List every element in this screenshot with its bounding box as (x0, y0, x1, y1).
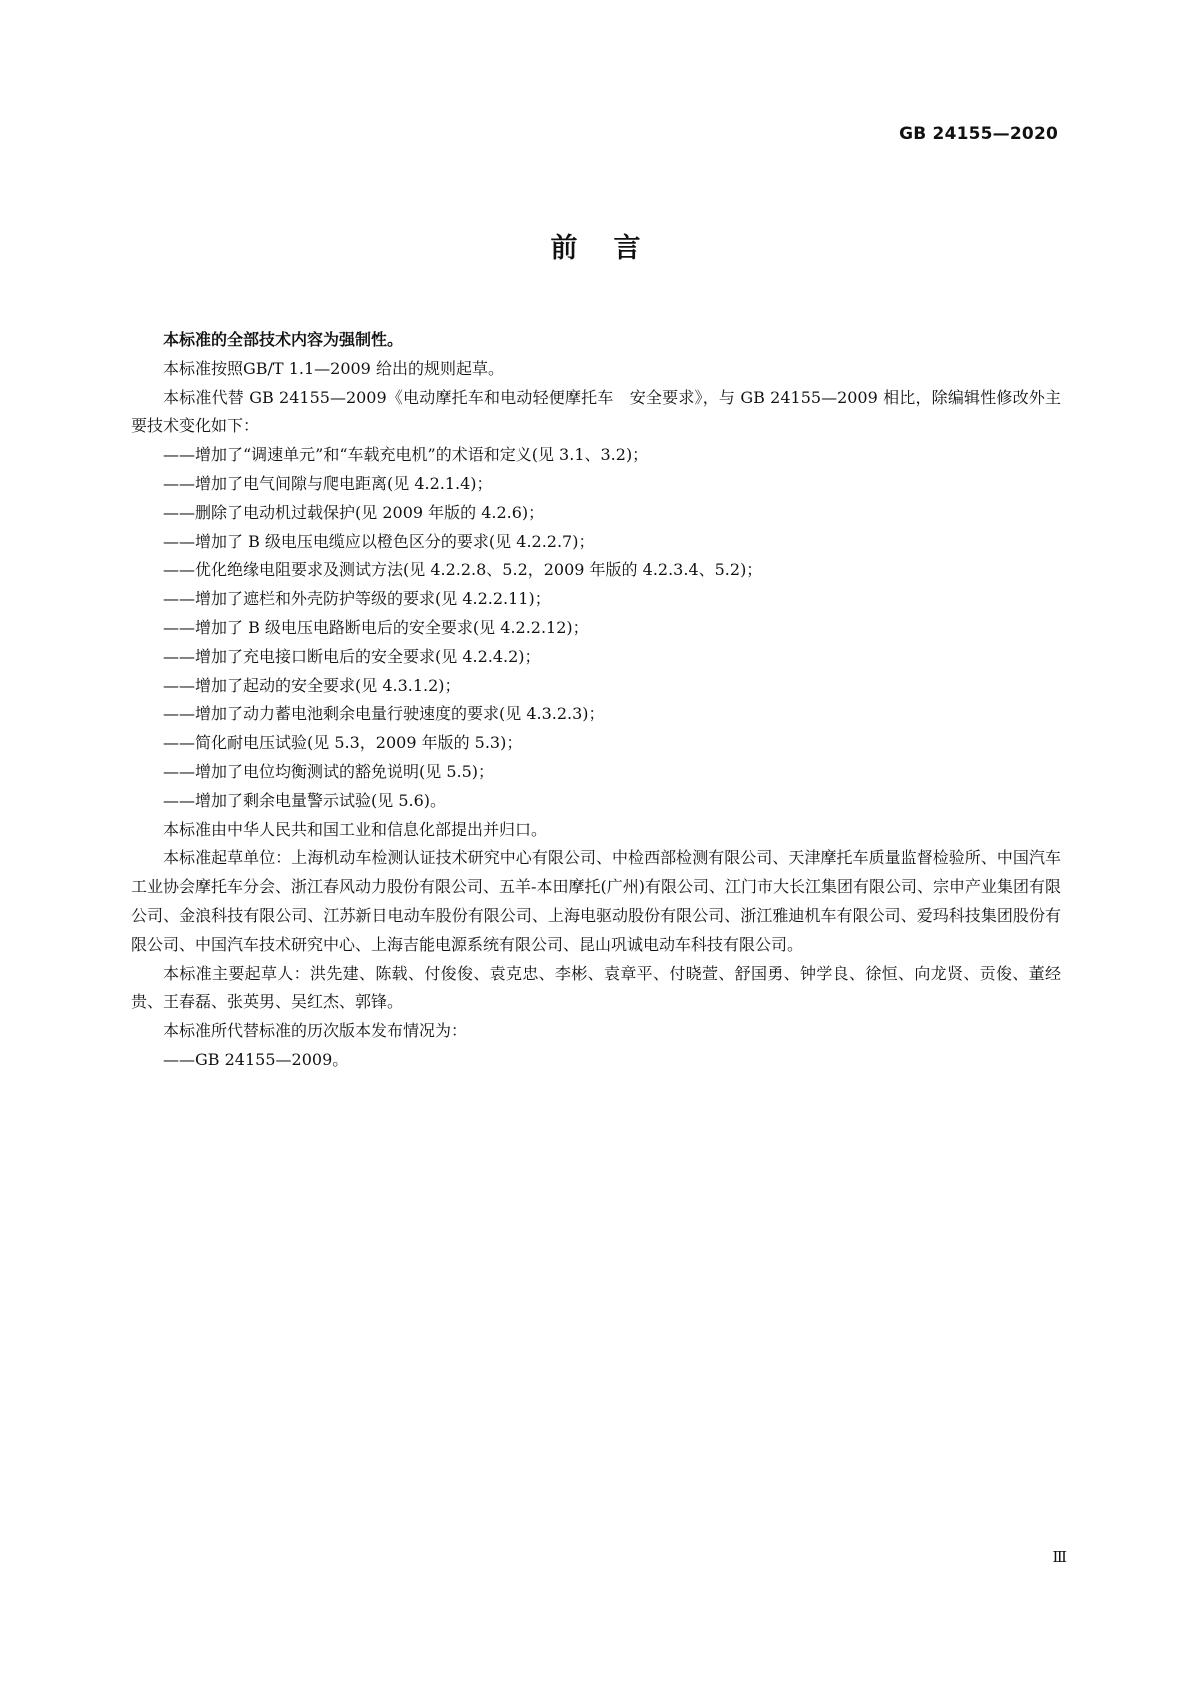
drafting-rule-paragraph: 本标准按照GB/T 1.1—2009 给出的规则起草。 (163, 358, 504, 378)
list-item: ——增加了电位均衡测试的豁免说明(见 5.5)； (163, 761, 495, 781)
list-item: ——简化耐电压试验(见 5.3，2009 年版的 5.3)； (163, 733, 523, 753)
replacement-paragraph: 本标准代替 GB 24155—2009《电动摩托车和电动轻便摩托车 安全要求》，与 GB 24155—2009 相比，除编辑性修改外主要技术变化如下： (131, 387, 1061, 436)
list-item: ——增加了起动的安全要求(见 4.3.1.2)； (163, 675, 461, 695)
list-item: ——增加了充电接口断电后的安全要求(见 4.2.4.2)； (163, 646, 541, 666)
drafting-units-paragraph: 本标准起草单位：上海机动车检测认证技术研究中心有限公司、中检西部检测有限公司、天津摩托车质量监督检验所、中国汽车工业协会摩托车分会、浙江春风动力股份有限公司、五羊-本田摩托(广州)有限公司、江门市大长江集团有限公司、宗申产业集团有限公司、金浪科技有限公司、江苏新日电动车股份有限公司、上海电驱动股份有限公司、浙江雅迪机车有限公司、爱玛科技集团股份有限公司、中国汽车技术研究中心、上海吉能电源系统有限公司、昆山巩诚电动车科技有限公司。 (131, 848, 1061, 954)
list-item: ——删除了电动机过载保护(见 2009 年版的 4.2.6)； (163, 502, 545, 522)
drafters-paragraph: 本标准主要起草人：洪先建、陈载、付俊俊、袁克忠、李彬、袁章平、付晓萱、舒国勇、钟学良、徐恒、向龙贤、贡俊、董经贵、王春磊、张英男、吴红杰、郭锋。 (131, 963, 1061, 1012)
list-item: ——增加了 B 级电压电缆应以橙色区分的要求(见 4.2.2.7)； (163, 531, 595, 551)
history-item: ——GB 24155—2009。 (163, 1049, 349, 1069)
history-intro-paragraph: 本标准所代替标准的历次版本发布情况为： (163, 1021, 468, 1041)
list-item: ——增加了动力蓄电池剩余电量行驶速度的要求(见 4.3.2.3)； (163, 704, 605, 724)
standard-code: GB 24155—2020 (899, 124, 1058, 144)
technical-changes-list (131, 441, 1061, 815)
list-item: ——增加了遮栏和外壳防护等级的要求(见 4.2.2.11)； (163, 589, 551, 609)
list-item: ——优化绝缘电阻要求及测试方法(见 4.2.2.8、5.2，2009 年版的 4.2.3.4、5.2)； (163, 560, 763, 580)
list-item: ——增加了剩余电量警示试验(见 5.6)。 (163, 790, 447, 810)
document-body (131, 326, 1061, 1075)
proposer-paragraph: 本标准由中华人民共和国工业和信息化部提出并归口。 (163, 819, 548, 839)
page-title: 前言 (550, 233, 677, 264)
page-number: Ⅲ (1052, 1548, 1067, 1566)
list-item: ——增加了“调速单元”和“车载充电机”的术语和定义(见 3.1、3.2)； (163, 445, 649, 465)
mandatory-statement: 本标准的全部技术内容为强制性。 (163, 330, 404, 349)
list-item: ——增加了电气间隙与爬电距离(见 4.2.1.4)； (163, 473, 493, 493)
list-item: ——增加了 B 级电压电路断电后的安全要求(见 4.2.2.12)； (163, 617, 589, 637)
